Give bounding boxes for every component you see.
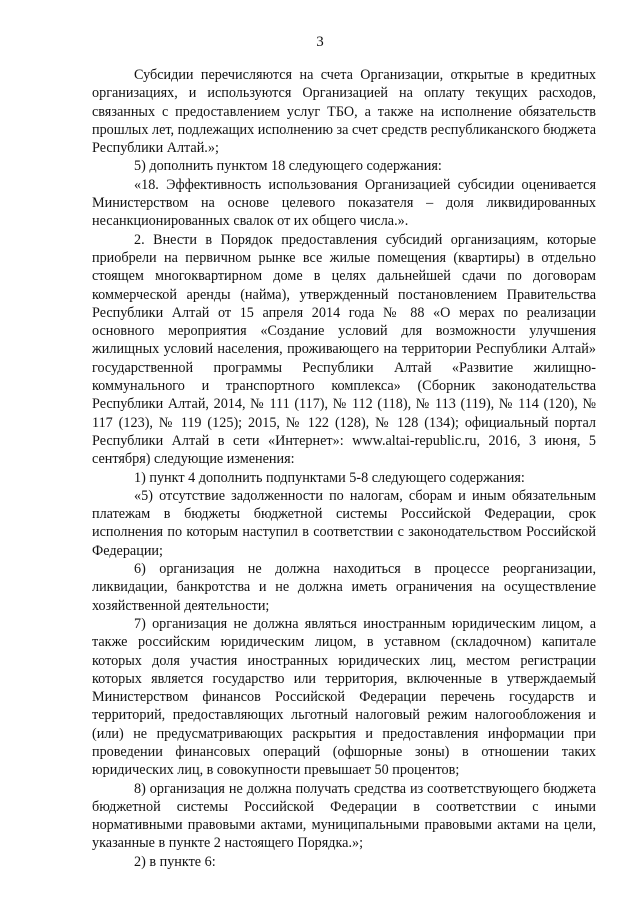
paragraph-amend-procedure: 2. Внести в Порядок предоставления субсидий организациям, которые приобрели на первичном рынке все жилые помещения (квартиры) в отдельно стоящем многоквартирном доме в целях дальнейшей сдачи по договорам коммерческой аренды (найма), утвержденный постановлением Правительства Республики Алтай от 15 апреля 2014 года № 88 «О мерах по реализации основного мероприятия «Создание условий для возможности улучшения жилищных условий населения, проживающего на территории Республики Алтай» государственной программы Республики Алтай «Развитие жилищно-коммунального и транспортного комплекса» (Сборник законодательства Республики Алтай, 2014, № 111 (117), № 112 (118), № 113 (119), № 114 (120), № 117 (123), № 119 (125); 2015, № 122 (128), № 128 (134); официальный портал Республики Алтай в сети «Интернет»: www.altai-republic.ru, 2016, 3 июня, 5 сентября) следующие изменения: — [92, 231, 596, 468]
paragraph-add-point-18: 5) дополнить пунктом 18 следующего содержания: — [134, 158, 442, 175]
page-number: 3 — [316, 34, 324, 50]
paragraph-point-4-subpoints: 1) пункт 4 дополнить подпунктами 5-8 следующего содержания: — [134, 469, 525, 486]
document-body — [92, 66, 596, 871]
paragraph-point-18-efficiency: «18. Эффективность использования Организацией субсидии оценивается Министерством на основе целевого показателя – доля ликвидированных несанкционированных свалок от их общего числа.». — [92, 176, 596, 230]
paragraph-point-6: 2) в пункте 6: — [134, 853, 216, 870]
paragraph-subpoint-6: 6) организация не должна находиться в процессе реорганизации, ликвидации, банкротства и не должна иметь ограничения на осуществление хозяйственной деятельности; — [92, 561, 596, 614]
paragraph-subpoint-5: «5) отсутствие задолженности по налогам, сборам и иным обязательным платежам в бюджеты бюджетной системы Российской Федерации, срок исполнения по которым наступил в соответствии с законодательством Российской Федерации; — [92, 487, 596, 559]
paragraph-subpoint-7: 7) организация не должна являться иностранным юридическим лицом, а также российским юридическим лицом, в уставном (складочном) капитале которых доля участия иностранных юридических лиц, местом регистрации которых является государство или территория, включенные в утверждаемый Министерством финансов Российской Федерации перечень государств и территорий, предоставляющих льготный налоговый режим налогообложения и (или) не предусматривающих раскрытия и предоставления информации при проведении финансовых операций (офшорные зоны) в отношении таких юридических лиц, в совокупности превышает 50 процентов; — [92, 615, 596, 779]
paragraph-subsidy-transfer: Субсидии перечисляются на счета Организации, открытые в кредитных организациях, и используются Организацией на оплату текущих расходов, связанных с предоставлением услуг ТБО, а также на исполнение обязательств прошлых лет, подлежащих исполнению за счет средств республиканского бюджета Республики Алтай.»; — [92, 67, 596, 157]
paragraph-subpoint-8: 8) организация не должна получать средства из соответствующего бюджета бюджетной системы Российской Федерации в соответствии с иными нормативными правовыми актами, муниципальными правовыми актами на цели, указанные в пункте 2 настоящего Порядка.»; — [92, 780, 596, 852]
